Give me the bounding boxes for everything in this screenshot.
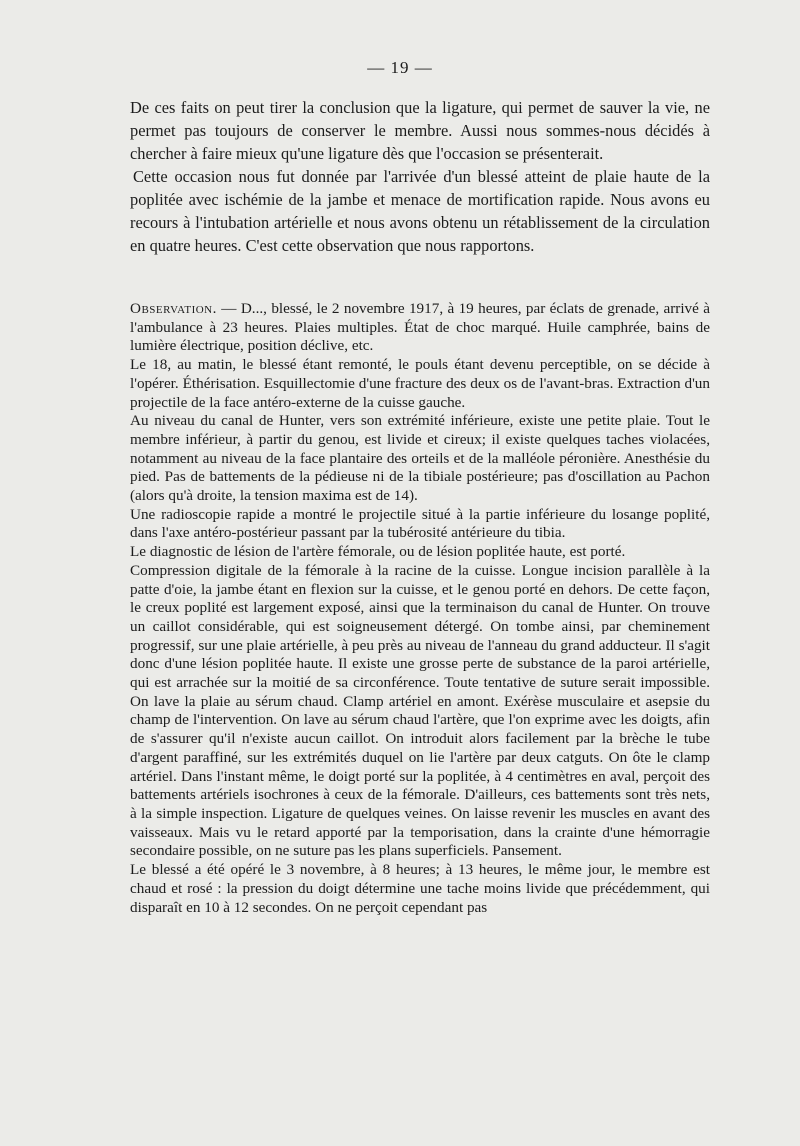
observation-paragraph: Le blessé a été opéré le 3 novembre, à 8 heures; à 13 heures, le même jour, le membre est chaud et rosé : la pression du doigt détermine une tache moins livide que précédemment, qui disparaît en 10 à 12 secondes. On ne perçoit cependant pas bbox=[130, 861, 710, 916]
observation-label: Observation. bbox=[130, 300, 217, 317]
observation-paragraph: Une radioscopie rapide a montré le projectile situé à la partie inférieure du losange poplité, dans l'axe antéro-postérieur passant par la tubérosité antérieure du tibia. bbox=[130, 505, 710, 542]
observation-paragraph: Compression digitale de la fémorale à la racine de la cuisse. Longue incision parallèle à la patte d'oie, la jambe étant en flexion sur la cuisse, et le genou porté en dehors. De cette façon, le creux poplité est largement exposé, ainsi que la terminaison du canal de Hunter. On trouve un caillot considérable, qui est soigneusement détergé. On tombe ainsi, par cheminement progressif, sur une plaie artérielle, à peu près au niveau de l'anneau du grand adducteur. Il s'agit donc d'une lésion poplitée haute. Il existe une grosse perte de substance de la paroi artérielle, qui est arrachée sur la moitié de sa circonférence. Toute tentative de suture serait impossible. On lave la plaie au sérum chaud. Clamp artériel en amont. Exérèse musculaire et asepsie du champ de l'intervention. On lave au sérum chaud l'artère, que l'on exprime avec les doigts, afin de s'assurer qu'il n'existe aucun caillot. On introduit alors facilement par la brèche le tube d'argent paraffiné, sur les extrémités duquel on lie l'artère par deux catguts. On ôte le clamp artériel. Dans l'instant même, le doigt porté sur la poplitée, à 4 centimètres en aval, perçoit des battements artériels isochrones à ceux de la fémorale. D'ailleurs, ces battements sont très nets, à la simple inspection. Ligature de quelques veines. On laisse revenir les muscles en avant des vaisseaux. Mais vu le retard apporté par la temporisation, dans la crainte d'une hémorragie secondaire possible, on ne suture pas les plans superficiels. Pansement. bbox=[130, 561, 710, 860]
observation-first-paragraph bbox=[130, 300, 710, 356]
page-number: — 19 — bbox=[367, 58, 433, 77]
observation-paragraph: Le 18, au matin, le blessé étant remonté, le pouls étant devenu perceptible, on se décide à l'opérer. Éthérisation. Esquillectomie d'une fracture des deux os de l'avant-bras. Extraction d'un projectile de la face antéro-externe de la cuisse gauche. bbox=[130, 356, 710, 411]
observation-section bbox=[130, 300, 710, 917]
observation-first-text: — D..., blessé, le 2 novembre 1917, à 19 heures, par éclats de grenade, arrivé à l'ambulance à 23 heures. Plaies multiples. État de choc marqué. Huile camphrée, bains de lumière électrique, position déclive, etc. bbox=[130, 300, 710, 355]
intro-text bbox=[130, 96, 710, 257]
intro-paragraph-2: Cette occasion nous fut donnée par l'arrivée d'un blessé atteint de plaie haute de la poplitée avec ischémie de la jambe et menace de mortification rapide. Nous avons eu recours à l'intubation artérielle et nous avons obtenu un rétablissement de la circulation en quatre heures. C'est cette observation que nous rapportons. bbox=[130, 167, 710, 255]
observation-paragraph: Le diagnostic de lésion de l'artère fémorale, ou de lésion poplitée haute, est porté. bbox=[130, 543, 626, 561]
intro-paragraph-1: De ces faits on peut tirer la conclusion que la ligature, qui permet de sauver la vie, ne permet pas toujours de conserver le membre. Aussi nous sommes-nous décidés à chercher à faire mieux qu'une ligature dès que l'occasion se présenterait. bbox=[130, 98, 710, 163]
observation-paragraph: Au niveau du canal de Hunter, vers son extrémité inférieure, existe une petite plaie. Tout le membre inférieur, à partir du genou, est livide et cireux; il existe quelques taches violacées, notamment au niveau de la face plantaire des orteils et de la malléole péronière. Anesthésie du pied. Pas de battements de la pédieuse ni de la tibiale postérieure; pas d'oscillation au Pachon (alors qu'à droite, la tension maxima est de 14). bbox=[130, 412, 710, 505]
